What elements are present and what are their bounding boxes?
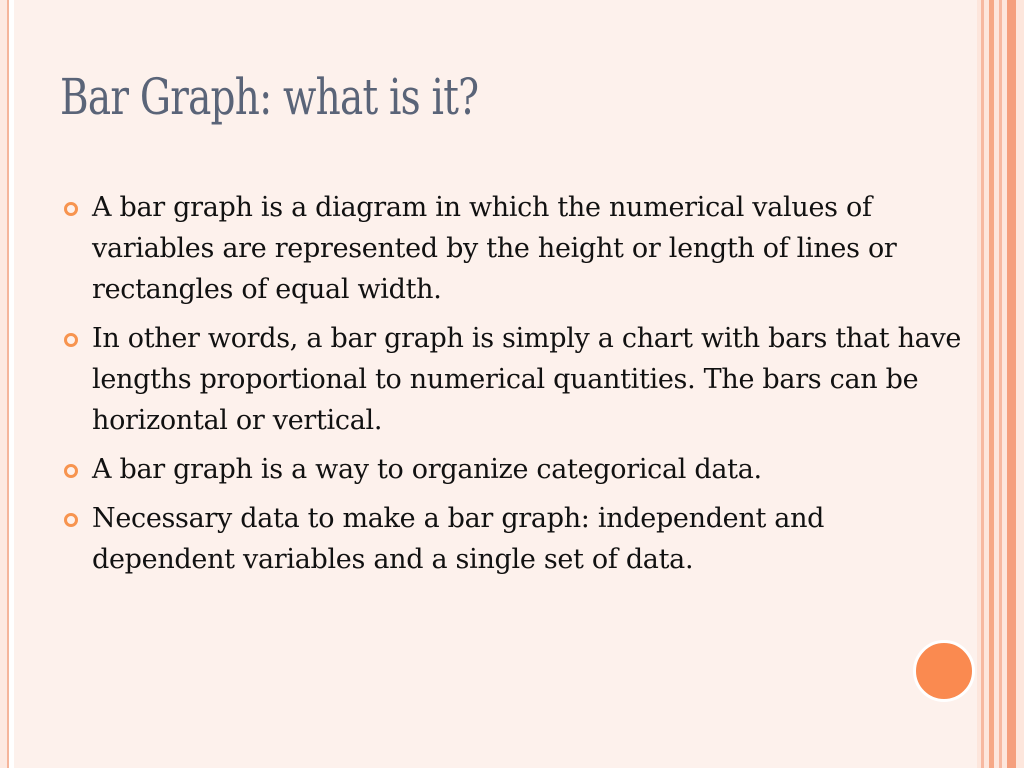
bullet-item bbox=[62, 318, 962, 441]
stripe-line bbox=[999, 0, 1002, 768]
bullet-list bbox=[62, 187, 962, 588]
bullet-text: Necessary data to make a bar graph: independent and dependent variables and a single set of data. bbox=[92, 503, 825, 575]
right-decorative-stripes bbox=[977, 0, 1024, 768]
bullet-item bbox=[62, 498, 962, 580]
bullet-item bbox=[62, 449, 962, 490]
bullet-text: A bar graph is a diagram in which the numerical values of variables are represented by the height or length of lines or rectangles of equal width. bbox=[92, 192, 897, 305]
ring-bullet-icon bbox=[64, 202, 78, 216]
left-border-stripe bbox=[0, 0, 9, 768]
slide-title: Bar Graph: what is it? bbox=[60, 68, 479, 126]
bullet-text: A bar graph is a way to organize categorical data. bbox=[92, 454, 762, 485]
stripe-line bbox=[1007, 0, 1016, 768]
bullet-text: In other words, a bar graph is simply a chart with bars that have lengths proportional to numerical quantities. The bars can be horizontal or vertical. bbox=[92, 323, 962, 436]
bullet-item bbox=[62, 187, 962, 310]
decorative-orange-circle bbox=[913, 640, 975, 702]
stripe-line bbox=[981, 0, 984, 768]
stripe-line bbox=[989, 0, 994, 768]
ring-bullet-icon bbox=[64, 513, 78, 527]
ring-bullet-icon bbox=[64, 333, 78, 347]
ring-bullet-icon bbox=[64, 464, 78, 478]
